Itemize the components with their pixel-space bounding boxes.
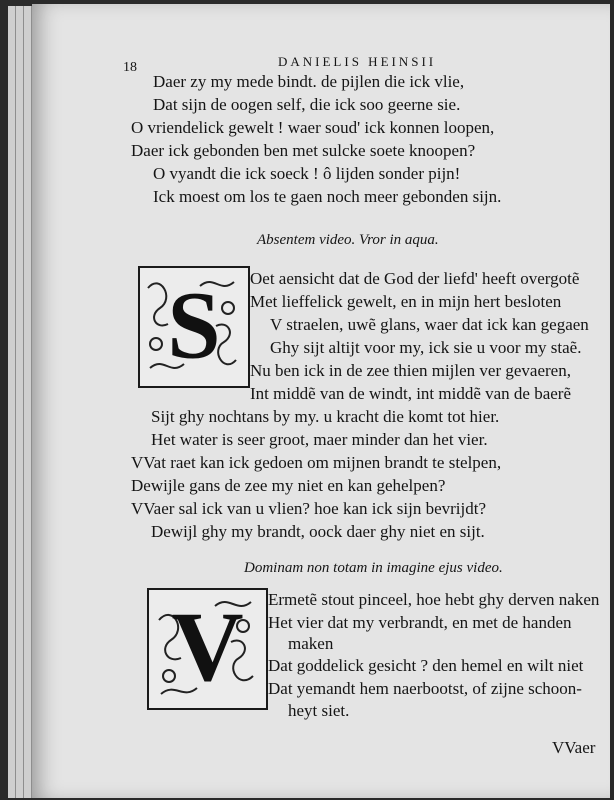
verse-line: Int middẽ van de windt, int middẽ van de baerẽ — [250, 384, 572, 403]
verse-line: O vriendelick gewelt ! waer soud' ick konnen loopen, — [131, 118, 495, 137]
verse-line: Dat goddelick gesicht ? den hemel en wilt niet — [268, 656, 584, 675]
verse-line: Daer zy my mede bindt. de pijlen die ick vlie, — [153, 72, 465, 91]
verse-line: Dat yemandt hem naerbootst, of zijne schoon- — [268, 679, 582, 698]
verse-line: Daer ick gebonden ben met sulcke soete knoopen? — [131, 141, 476, 160]
page-number: 18 — [123, 60, 137, 75]
verse-line: Dewijle gans de zee my niet en kan gehelpen? — [131, 476, 446, 495]
book-page — [32, 4, 610, 798]
verse-line: Ghy sijt altijt voor my, ick sie u voor my staẽ. — [270, 338, 582, 357]
decorated-initial-s — [138, 266, 250, 388]
verse-line: Sijt ghy nochtans by my. u kracht die komt tot hier. — [151, 407, 500, 426]
verse-line: V straelen, uwẽ glans, waer dat ick kan gegaen — [270, 315, 589, 334]
verse-line: Dewijl ghy my brandt, oock daer ghy niet en sijt. — [151, 522, 485, 541]
decorated-initial-v — [147, 588, 268, 710]
section-heading: Dominam non totam in imagine ejus video. — [244, 560, 503, 576]
verse-line: Ermetẽ stout pinceel, hoe hebt ghy derven naken — [268, 590, 600, 609]
verse-line: Dat sijn de oogen self, die ick soo geerne sie. — [153, 95, 461, 114]
verse-line: VVaer sal ick van u vlien? hoe kan ick sijn bevrijdt? — [131, 499, 486, 518]
verse-line: O vyandt die ick soeck ! ô lijden sonder pijn! — [153, 164, 461, 183]
verse-line: Ick moest om los te gaen noch meer gebonden sijn. — [153, 187, 502, 206]
running-title: DANIELIS HEINSII — [278, 54, 437, 69]
verse-line: Het vier dat my verbrandt, en met de handen — [268, 613, 572, 632]
section-heading: Absentem video. Vror in aqua. — [257, 232, 439, 248]
initial-letter: V — [171, 591, 244, 703]
verse-line: Nu ben ick in de zee thien mijlen ver gevaeren, — [250, 361, 571, 380]
verse-line: VVat raet kan ick gedoen om mijnen brandt te stelpen, — [131, 453, 502, 472]
verse-line: Met lieffelick gewelt, en in mijn hert besloten — [250, 292, 562, 311]
page-stack-edge — [24, 6, 32, 798]
verse-line: maken — [288, 634, 334, 653]
initial-letter: S — [167, 271, 221, 379]
catchword: VVaer — [552, 738, 596, 757]
page-stack-edge — [8, 6, 16, 798]
verse-line: Oet aensicht dat de God der liefd' heeft overgotẽ — [250, 269, 580, 288]
verse-line: Het water is seer groot, maer minder dan het vier. — [151, 430, 488, 449]
page-stack-edge — [16, 6, 24, 798]
verse-line: heyt siet. — [288, 701, 350, 720]
